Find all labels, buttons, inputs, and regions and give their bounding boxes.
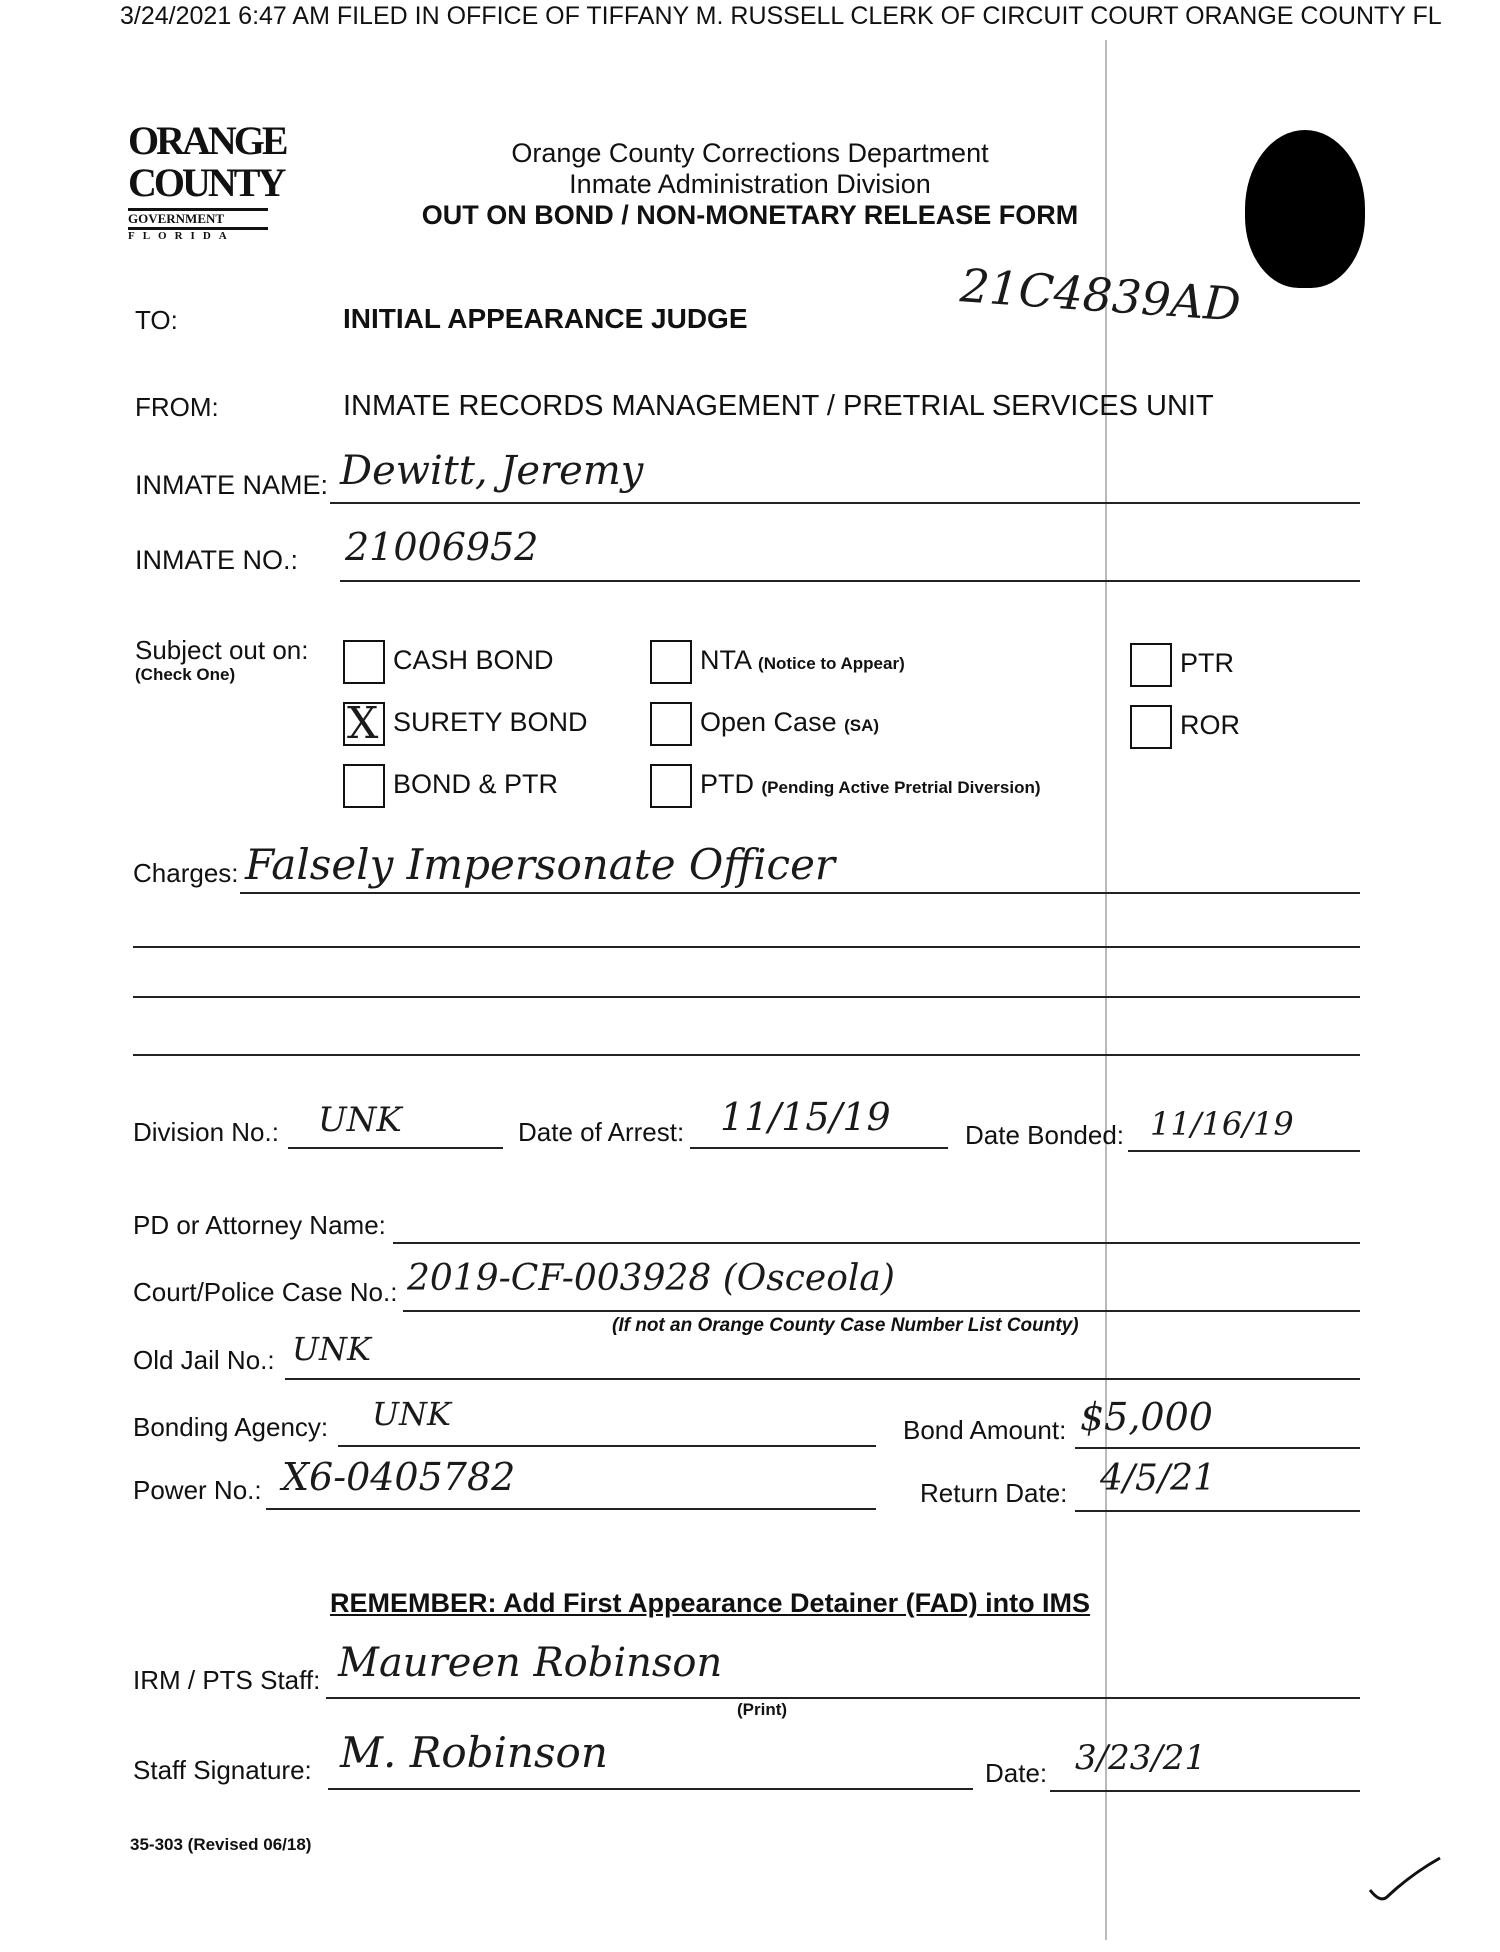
inmate-name-line [330, 502, 1360, 504]
date-bonded-value: 11/16/19 [1150, 1105, 1294, 1143]
charges-line-3 [133, 996, 1360, 998]
old-jail-no-line [285, 1378, 1360, 1380]
charges-value: Falsely Impersonate Officer [245, 840, 836, 889]
nta-checkbox[interactable] [650, 640, 692, 684]
power-no-line [266, 1508, 876, 1510]
ror-checkbox[interactable] [1130, 705, 1172, 749]
signature-value: M. Robinson [340, 1728, 608, 1777]
header-form-title: OUT ON BOND / NON-MONETARY RELEASE FORM [421, 200, 1079, 230]
pd-attorney-line [393, 1242, 1360, 1244]
bonding-agency-line [338, 1445, 876, 1447]
filing-stamp: 3/24/2021 6:47 AM FILED IN OFFICE OF TIFFANY M. RUSSELL CLERK OF CIRCUIT COURT ORANGE COUNTY FL [120, 2, 1442, 30]
staff-value: Maureen Robinson [338, 1640, 723, 1686]
remember-notice: REMEMBER: Add First Appearance Detainer (FAD) into IMS [330, 1588, 1091, 1618]
division-no-label: Division No.: [133, 1117, 279, 1147]
handwritten-case-id: 21C4839AD [958, 258, 1243, 332]
open-case-label-text: Open Case [700, 707, 837, 737]
surety-bond-check-mark: X [347, 698, 379, 749]
ptd-label [700, 769, 1041, 800]
case-no-line [403, 1310, 1360, 1312]
inmate-no-label: INMATE NO.: [135, 545, 299, 575]
staff-label: IRM / PTS Staff: [133, 1665, 321, 1695]
power-no-value: X6-0405782 [282, 1455, 516, 1499]
date-value: 3/23/21 [1075, 1738, 1207, 1778]
case-no-value: 2019-CF-003928 (Osceola) [407, 1258, 895, 1299]
division-no-value: UNK [318, 1100, 402, 1140]
inmate-no-line [340, 580, 1360, 582]
ptd-note: (Pending Active Pretrial Diversion) [761, 778, 1041, 797]
form-number: 35-303 (Revised 06/18) [130, 1835, 312, 1854]
open-case-note: (SA) [844, 716, 880, 735]
nta-note: (Notice to Appear) [758, 654, 905, 673]
date-label: Date: [985, 1758, 1048, 1788]
subject-out-label: Subject out on: [135, 635, 309, 665]
from-value: INMATE RECORDS MANAGEMENT / PRETRIAL SERVICES UNIT [343, 390, 1214, 422]
date-of-arrest-line [690, 1147, 948, 1149]
date-of-arrest-label: Date of Arrest: [518, 1117, 685, 1147]
subject-out-sublabel: (Check One) [135, 665, 236, 684]
header-division: Inmate Administration Division [569, 169, 931, 199]
charges-line-1 [240, 892, 1360, 894]
staff-line [326, 1697, 1360, 1699]
return-date-label: Return Date: [920, 1478, 1068, 1508]
inmate-no-value: 21006952 [345, 525, 539, 569]
form-header [380, 138, 1120, 231]
pd-attorney-label: PD or Attorney Name: [133, 1210, 386, 1240]
open-case-checkbox[interactable] [650, 702, 692, 746]
logo-line1: ORANGE [128, 118, 286, 163]
nta-label [700, 645, 905, 676]
return-date-line [1075, 1510, 1360, 1512]
old-jail-no-value: UNK [292, 1330, 371, 1368]
header-department: Orange County Corrections Department [511, 138, 989, 168]
inmate-name-label: INMATE NAME: [135, 470, 329, 500]
bond-ptr-checkbox[interactable] [343, 764, 385, 808]
bond-amount-line [1075, 1447, 1360, 1449]
ror-label: ROR [1180, 710, 1240, 740]
to-label: TO: [135, 305, 178, 335]
to-value: INITIAL APPEARANCE JUDGE [343, 303, 748, 334]
signature-label: Staff Signature: [133, 1755, 312, 1785]
staff-print-note: (Print) [737, 1700, 788, 1719]
ptr-label: PTR [1180, 648, 1234, 678]
case-no-note: (If not an Orange County Case Number List County) [612, 1315, 1079, 1336]
case-no-label: Court/Police Case No.: [133, 1277, 398, 1307]
scan-artifact-line [1105, 40, 1107, 1940]
bonding-agency-value: UNK [372, 1395, 451, 1433]
logo-line3: GOVERNMENT [128, 208, 268, 230]
surety-bond-label: SURETY BOND [393, 707, 588, 737]
nta-label-text: NTA [700, 645, 751, 675]
charges-line-2 [133, 946, 1360, 948]
bonding-agency-label: Bonding Agency: [133, 1412, 329, 1442]
ptd-checkbox[interactable] [650, 764, 692, 808]
bond-amount-label: Bond Amount: [903, 1415, 1067, 1445]
open-case-label [700, 707, 879, 738]
date-of-arrest-value: 11/15/19 [720, 1095, 891, 1139]
power-no-label: Power No.: [133, 1475, 262, 1505]
inmate-name-value: Dewitt, Jeremy [340, 448, 644, 494]
ptd-label-text: PTD [700, 769, 754, 799]
date-bonded-line [1128, 1150, 1360, 1152]
signature-line [328, 1788, 973, 1790]
charges-line-4 [133, 1054, 1360, 1056]
cash-bond-checkbox[interactable] [343, 640, 385, 684]
bond-amount-value: $5,000 [1080, 1395, 1213, 1439]
charges-label: Charges: [133, 858, 239, 888]
date-line [1050, 1790, 1360, 1792]
check-mark-icon [1365, 1855, 1445, 1910]
old-jail-no-label: Old Jail No.: [133, 1345, 275, 1375]
division-no-line [288, 1147, 503, 1149]
cash-bond-label: CASH BOND [393, 645, 554, 675]
ptr-checkbox[interactable] [1130, 643, 1172, 687]
date-bonded-label: Date Bonded: [965, 1120, 1125, 1150]
orange-county-logo [128, 118, 286, 280]
return-date-value: 4/5/21 [1100, 1458, 1216, 1499]
from-label: FROM: [135, 392, 219, 422]
surety-bond-checkbox[interactable] [343, 698, 385, 749]
bond-ptr-label: BOND & PTR [393, 769, 559, 799]
logo-line2: COUNTY [128, 160, 284, 205]
redaction-mark [1245, 130, 1365, 288]
logo-line4: FLORIDA [128, 230, 235, 242]
